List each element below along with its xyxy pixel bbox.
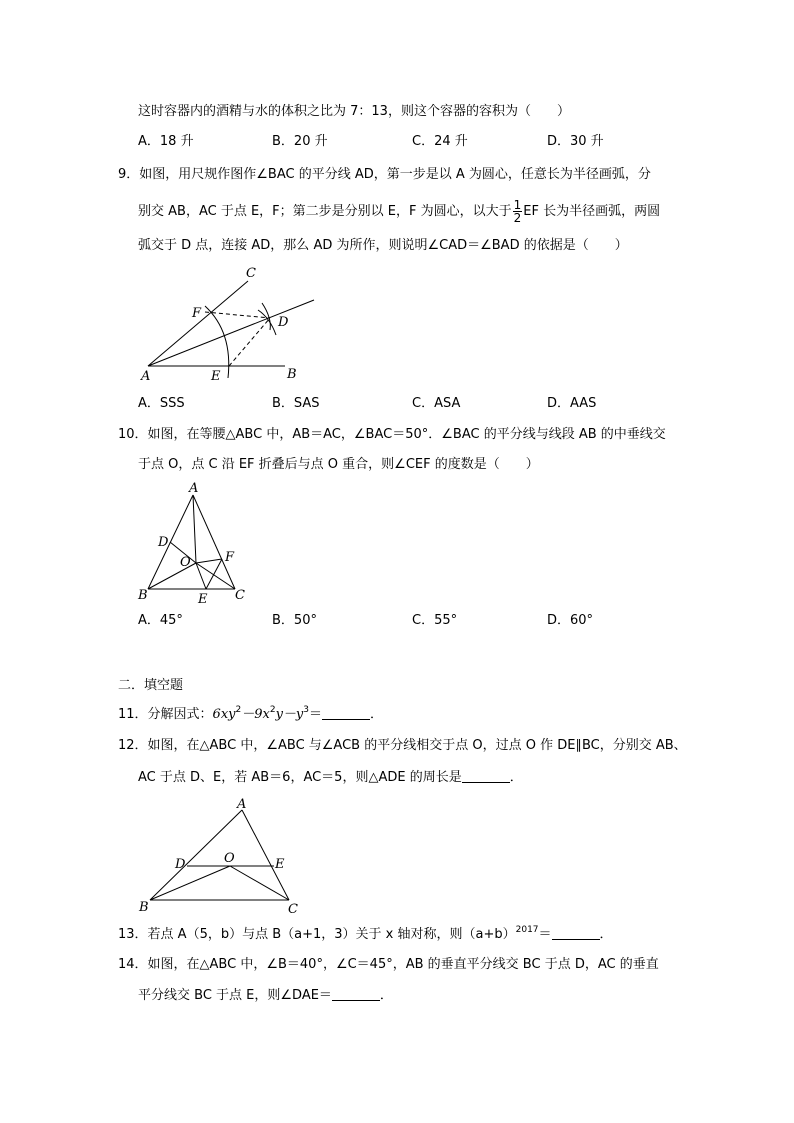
q9-label-c: C [246,266,256,281]
q12-label-a: A [237,797,247,812]
q10-line1: 10．如图，在等腰△ABC 中，AB＝AC，∠BAC＝50°．∠BAC 的平分线与线段 AB 的中垂线交 [118,427,666,442]
q9-option-b[interactable]: B．SAS [272,396,320,411]
q12-label-o: O [224,851,235,866]
q11-expr-d: ＝ [309,707,323,722]
q12-line2-b: ． [509,770,523,785]
q9-label-b: B [287,367,297,382]
q9-frac-num: 1 [513,198,522,212]
section-title-fill-in: 二．填空题 [118,678,184,693]
q10-label-b: B [138,588,148,603]
q12-label-b: B [139,900,149,915]
q10-option-b[interactable]: B．50° [272,613,317,628]
q9-line2-b: EF 长为半径画弧，两圆 [523,204,661,219]
q11-prefix: 11．分解因式： [118,707,213,722]
q10-label-e: E [198,592,208,607]
q14-line1: 14．如图，在△ABC 中，∠B＝40°，∠C＝45°，AB 的垂直平分线交 BC 于点 D，AC 的垂直 [118,957,659,972]
q12-line2-a: AC 于点 D、E，若 AB＝6，AC＝5，则△ADE 的周长是 [138,770,462,785]
q9-option-c[interactable]: C．ASA [412,396,461,411]
q8-option-b[interactable]: B．20 升 [272,134,328,149]
q8-option-a[interactable]: A．18 升 [138,134,194,149]
q9-label-f: F [192,306,202,321]
q9-label-a: A [141,369,151,384]
q13-text-b: ＝ [538,927,552,942]
q8-stem: 这时容器内的酒精与水的体积之比为 7：13，则这个容器的容积为（ ） [138,104,570,119]
q11-expr-b: －9x [241,707,270,722]
q10-label-c: C [235,588,245,603]
q14-line2-b: ． [379,988,393,1003]
q13 [118,925,613,945]
q9-option-a[interactable]: A．SSS [138,396,185,411]
q11-suffix: ． [370,707,384,722]
q9-line1: 9．如图，用尺规作图作∠BAC 的平分线 AD，第一步是以 A 为圆心，任意长为半径画弧，分 [118,167,651,182]
q10-label-o: O [180,555,191,570]
q9-frac-den: 2 [513,211,522,225]
q11-exp1: 2 [235,705,242,715]
q11-expr-c: y－y [275,707,304,722]
q9-label-d: D [278,315,289,330]
q12-line1: 12．如图，在△ABC 中，∠ABC 与∠ACB 的平分线相交于点 O，过点 O 作 DE∥BC，分别交 AB、 [118,738,687,753]
q10-option-c[interactable]: C．55° [412,613,458,628]
q11-exp2: 2 [269,705,276,715]
q9-option-d[interactable]: D．AAS [547,396,597,411]
q14-line2 [138,986,393,1006]
q10-option-a[interactable]: A．45° [138,613,183,628]
q14-answer-blank[interactable] [332,986,380,1001]
q10-option-d[interactable]: D．60° [547,613,594,628]
q13-answer-blank[interactable] [552,925,600,940]
q8-option-c[interactable]: C．24 升 [412,134,468,149]
q13-suffix: ． [599,927,613,942]
q12-label-c: C [288,902,298,917]
q8-option-d[interactable]: D．30 升 [547,134,604,149]
q9-label-e: E [211,369,221,384]
q12-label-e: E [275,857,285,872]
q10-line2: 于点 O，点 C 沿 EF 折叠后与点 O 重合，则∠CEF 的度数是（ ） [138,457,539,472]
q14-line2-a: 平分线交 BC 于点 E，则∠DAE＝ [138,988,332,1003]
q13-text-a: 13．若点 A（5，b）与点 B（a+1，3）关于 x 轴对称，则（a+b） [118,927,516,942]
q12-label-d: D [175,857,186,872]
q9-line3: 弧交于 D 点，连接 AD，那么 AD 为所作，则说明∠CAD＝∠BAD 的依据是（ ） [138,238,628,253]
q10-label-f: F [225,550,235,565]
q13-exp: 2017 [515,925,539,935]
q11-exp3: 3 [303,705,310,715]
q10-label-d: D [158,535,169,550]
q11-expr-a: 6xy [212,707,236,722]
q9-line2-a: 别交 AB，AC 于点 E，F；第二步是分别以 E，F 为圆心，以大于 [138,204,512,219]
q10-label-a: A [189,481,199,496]
